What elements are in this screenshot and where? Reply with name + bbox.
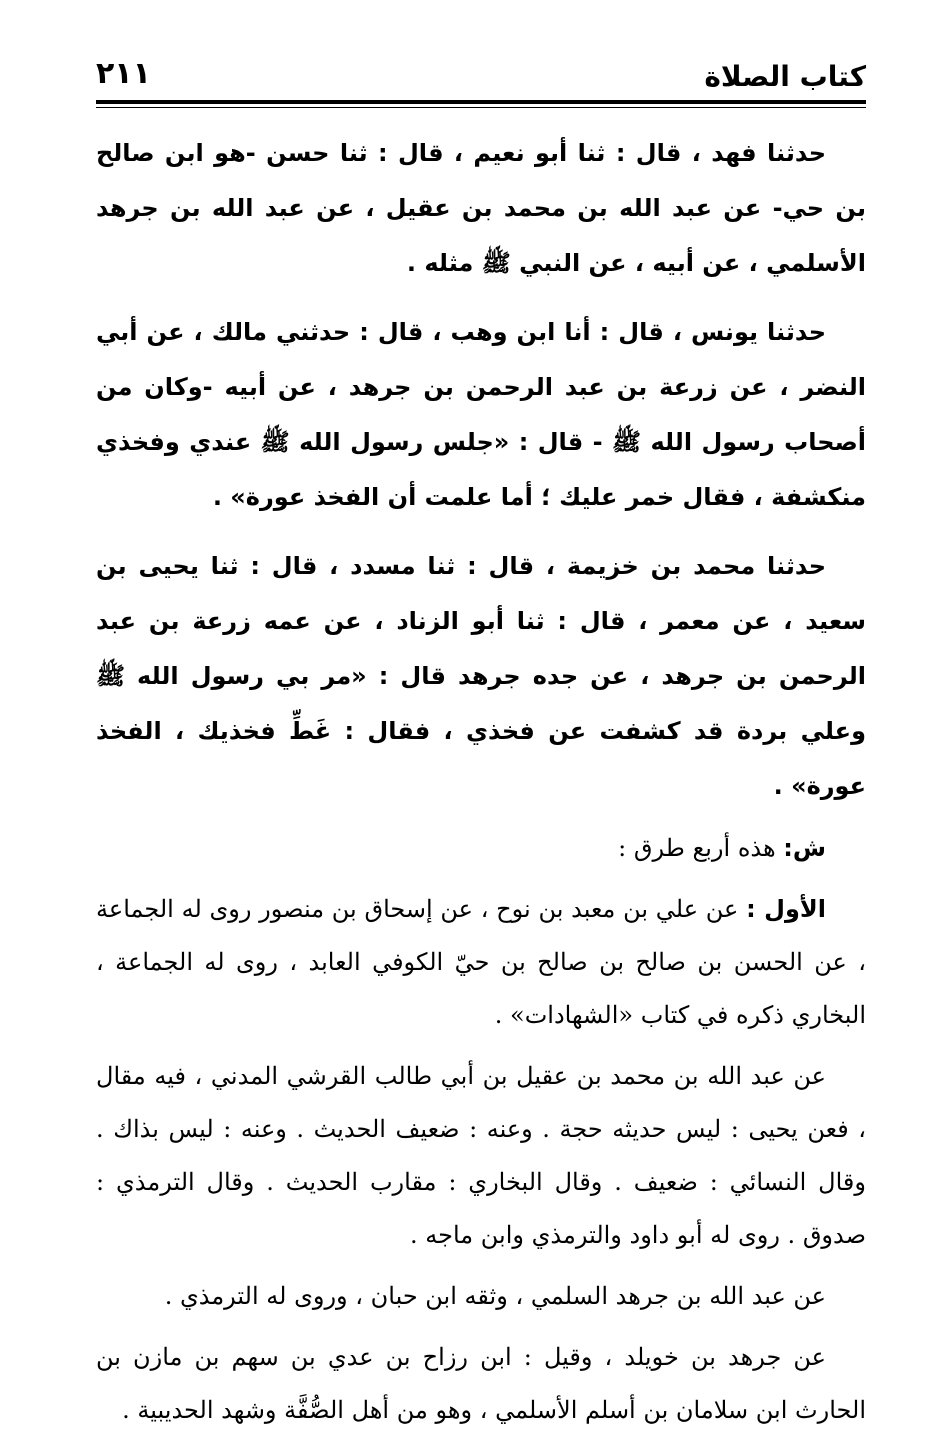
page-body: [96, 126, 866, 1437]
page-number: ٢١١: [96, 56, 151, 91]
paragraph-text: عن عبد الله بن جرهد السلمي ، وثقه ابن حبان ، وروى له الترمذي .: [164, 1282, 826, 1310]
paragraph-text: حدثنا فهد ، قال : ثنا أبو نعيم ، قال : ثنا حسن -هو ابن صالح بن حي- عن عبد الله بن محمد بن عقيل ، عن عبد الله بن جرهد الأسلمي ، عن أبيه ، عن النبي ﷺ مثله .: [96, 139, 866, 277]
commentary-paragraph-3: [96, 1270, 866, 1323]
commentary-paragraph-4: [96, 1331, 866, 1437]
commentary-intro: [96, 822, 866, 875]
paragraph-lead: الأول :: [746, 895, 826, 923]
paragraph-text: عن عبد الله بن محمد بن عقيل بن أبي طالب القرشي المدني ، فيه مقال ، فعن يحيى : ليس حديثه حجة . وعنه : ضعيف الحديث . وعنه : ليس بذاك . وقال النسائي : ضعيف . وقال البخاري : مقارب الحديث . وقال الترمذي : صدوق . روى له أبو داود والترمذي وابن ماجه .: [96, 1062, 866, 1249]
commentary-marker: ش:: [783, 834, 826, 862]
hadith-paragraph-1: [96, 126, 866, 291]
paragraph-text: حدثنا يونس ، قال : أنا ابن وهب ، قال : حدثني مالك ، عن أبي النضر ، عن زرعة بن عبد الرحمن بن جرهد ، عن أبيه -وكان من أصحاب رسول الله ﷺ - قال : «جلس رسول الله ﷺ عندي وفخذي منكشفة ، فقال خمر عليك ؛ أما علمت أن الفخذ عورة» .: [96, 318, 866, 511]
hadith-paragraph-2: [96, 305, 866, 525]
hadith-paragraph-3: [96, 539, 866, 814]
page-header: [96, 52, 866, 102]
chapter-title: كتاب الصلاة: [704, 60, 866, 93]
commentary-paragraph-1: [96, 883, 866, 1042]
paragraph-text: حدثنا محمد بن خزيمة ، قال : ثنا مسدد ، قال : ثنا يحيى بن سعيد ، عن معمر ، قال : ثنا أبو الزناد ، عن عمه زرعة بن عبد الرحمن بن جرهد ، عن جده جرهد قال : «مر بي رسول الله ﷺ وعلي بردة قد كشفت عن فخذي ، فقال : غَطِّ فخذيك ، الفخذ عورة» .: [96, 552, 866, 800]
paragraph-text: عن علي بن معبد بن نوح ، عن إسحاق بن منصور روى له الجماعة ، عن الحسن بن صالح بن صالح بن حيّ الكوفي العابد ، روى له الجماعة ، البخاري ذكره في كتاب «الشهادات» .: [96, 895, 867, 1029]
paragraph-text: هذه أربع طرق :: [618, 834, 784, 862]
header-rule-thin: [96, 107, 866, 108]
paragraph-text: عن جرهد بن خويلد ، وقيل : ابن رزاح بن عدي بن سهم بن مازن بن الحارث ابن سلامان بن أسلم الأسلمي ، وهو من أهل الصُّفَّة وشهد الحديبية .: [96, 1343, 866, 1424]
header-rule-thick: [96, 100, 866, 104]
commentary-paragraph-2: [96, 1050, 866, 1262]
